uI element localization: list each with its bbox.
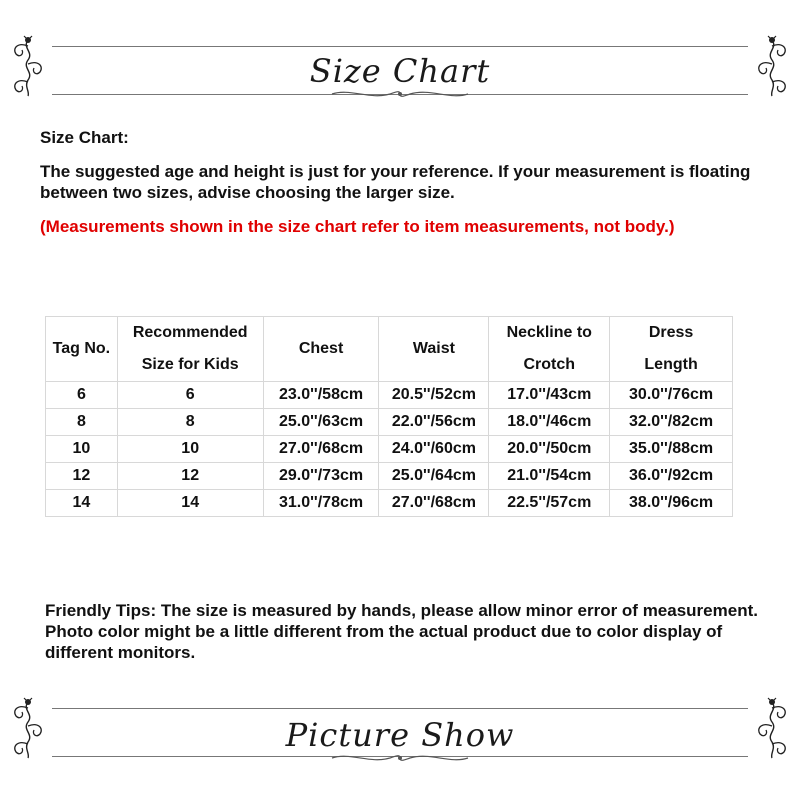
table-row: [46, 382, 733, 409]
table-row: [46, 436, 733, 463]
right-floral-ornament-icon: [748, 696, 796, 760]
header-dress-length: Dress Length: [610, 317, 733, 382]
left-floral-ornament-icon: [4, 34, 52, 98]
top-banner-upper-rule: [52, 46, 748, 47]
cell-length: 36.0''/92cm: [610, 463, 733, 490]
bottom-banner-title: Picture Show: [285, 716, 515, 754]
cell-tag-no: 14: [46, 490, 118, 517]
cell-length: 32.0''/82cm: [610, 409, 733, 436]
header-chest: Chest: [263, 317, 379, 382]
cell-length: 30.0''/76cm: [610, 382, 733, 409]
cell-waist: 27.0''/68cm: [379, 490, 489, 517]
left-floral-ornament-icon: [4, 696, 52, 760]
top-banner-title: Size Chart: [309, 52, 491, 90]
cell-waist: 22.0''/56cm: [379, 409, 489, 436]
cell-neckline: 18.0''/46cm: [489, 409, 610, 436]
cell-waist: 25.0''/64cm: [379, 463, 489, 490]
cell-neckline: 20.0''/50cm: [489, 436, 610, 463]
table-row: [46, 463, 733, 490]
cell-tag-no: 8: [46, 409, 118, 436]
header-waist: Waist: [379, 317, 489, 382]
header-recommended-size: Recommended Size for Kids: [117, 317, 263, 382]
table-header-row: [46, 317, 733, 382]
size-chart-table: [45, 316, 733, 517]
cell-neckline: 17.0''/43cm: [489, 382, 610, 409]
section-heading: Size Chart:: [40, 128, 129, 147]
cell-neckline: 22.5''/57cm: [489, 490, 610, 517]
right-floral-ornament-icon: [748, 34, 796, 98]
cell-chest: 27.0''/68cm: [263, 436, 379, 463]
cell-chest: 23.0''/58cm: [263, 382, 379, 409]
bottom-banner: [0, 696, 800, 766]
measurement-note: (Measurements shown in the size chart refer to item measurements, not body.): [40, 217, 675, 236]
cell-waist: 20.5''/52cm: [379, 382, 489, 409]
friendly-tips: Friendly Tips: The size is measured by hands, please allow minor error of measurement. Photo color might be a little different from the actual product due to color display of different monitors.: [45, 601, 758, 662]
cell-length: 38.0''/96cm: [610, 490, 733, 517]
cell-tag-no: 6: [46, 382, 118, 409]
cell-kids-size: 12: [117, 463, 263, 490]
table-row: [46, 490, 733, 517]
cell-tag-no: 12: [46, 463, 118, 490]
intro-section: [40, 127, 760, 237]
bottom-banner-upper-rule: [52, 708, 748, 709]
top-banner: [0, 34, 800, 104]
reference-description: The suggested age and height is just for your reference. If your measurement is floating between two sizes, advise choosing the larger size.: [40, 162, 751, 202]
cell-waist: 24.0''/60cm: [379, 436, 489, 463]
bottom-flourish-icon: [330, 750, 470, 766]
cell-kids-size: 8: [117, 409, 263, 436]
cell-kids-size: 10: [117, 436, 263, 463]
header-tag-no: Tag No.: [46, 317, 118, 382]
top-flourish-icon: [330, 86, 470, 102]
table-row: [46, 409, 733, 436]
cell-neckline: 21.0''/54cm: [489, 463, 610, 490]
header-neckline-to-crotch: Neckline to Crotch: [489, 317, 610, 382]
cell-chest: 29.0''/73cm: [263, 463, 379, 490]
cell-chest: 25.0''/63cm: [263, 409, 379, 436]
cell-kids-size: 6: [117, 382, 263, 409]
cell-length: 35.0''/88cm: [610, 436, 733, 463]
cell-kids-size: 14: [117, 490, 263, 517]
cell-tag-no: 10: [46, 436, 118, 463]
cell-chest: 31.0''/78cm: [263, 490, 379, 517]
